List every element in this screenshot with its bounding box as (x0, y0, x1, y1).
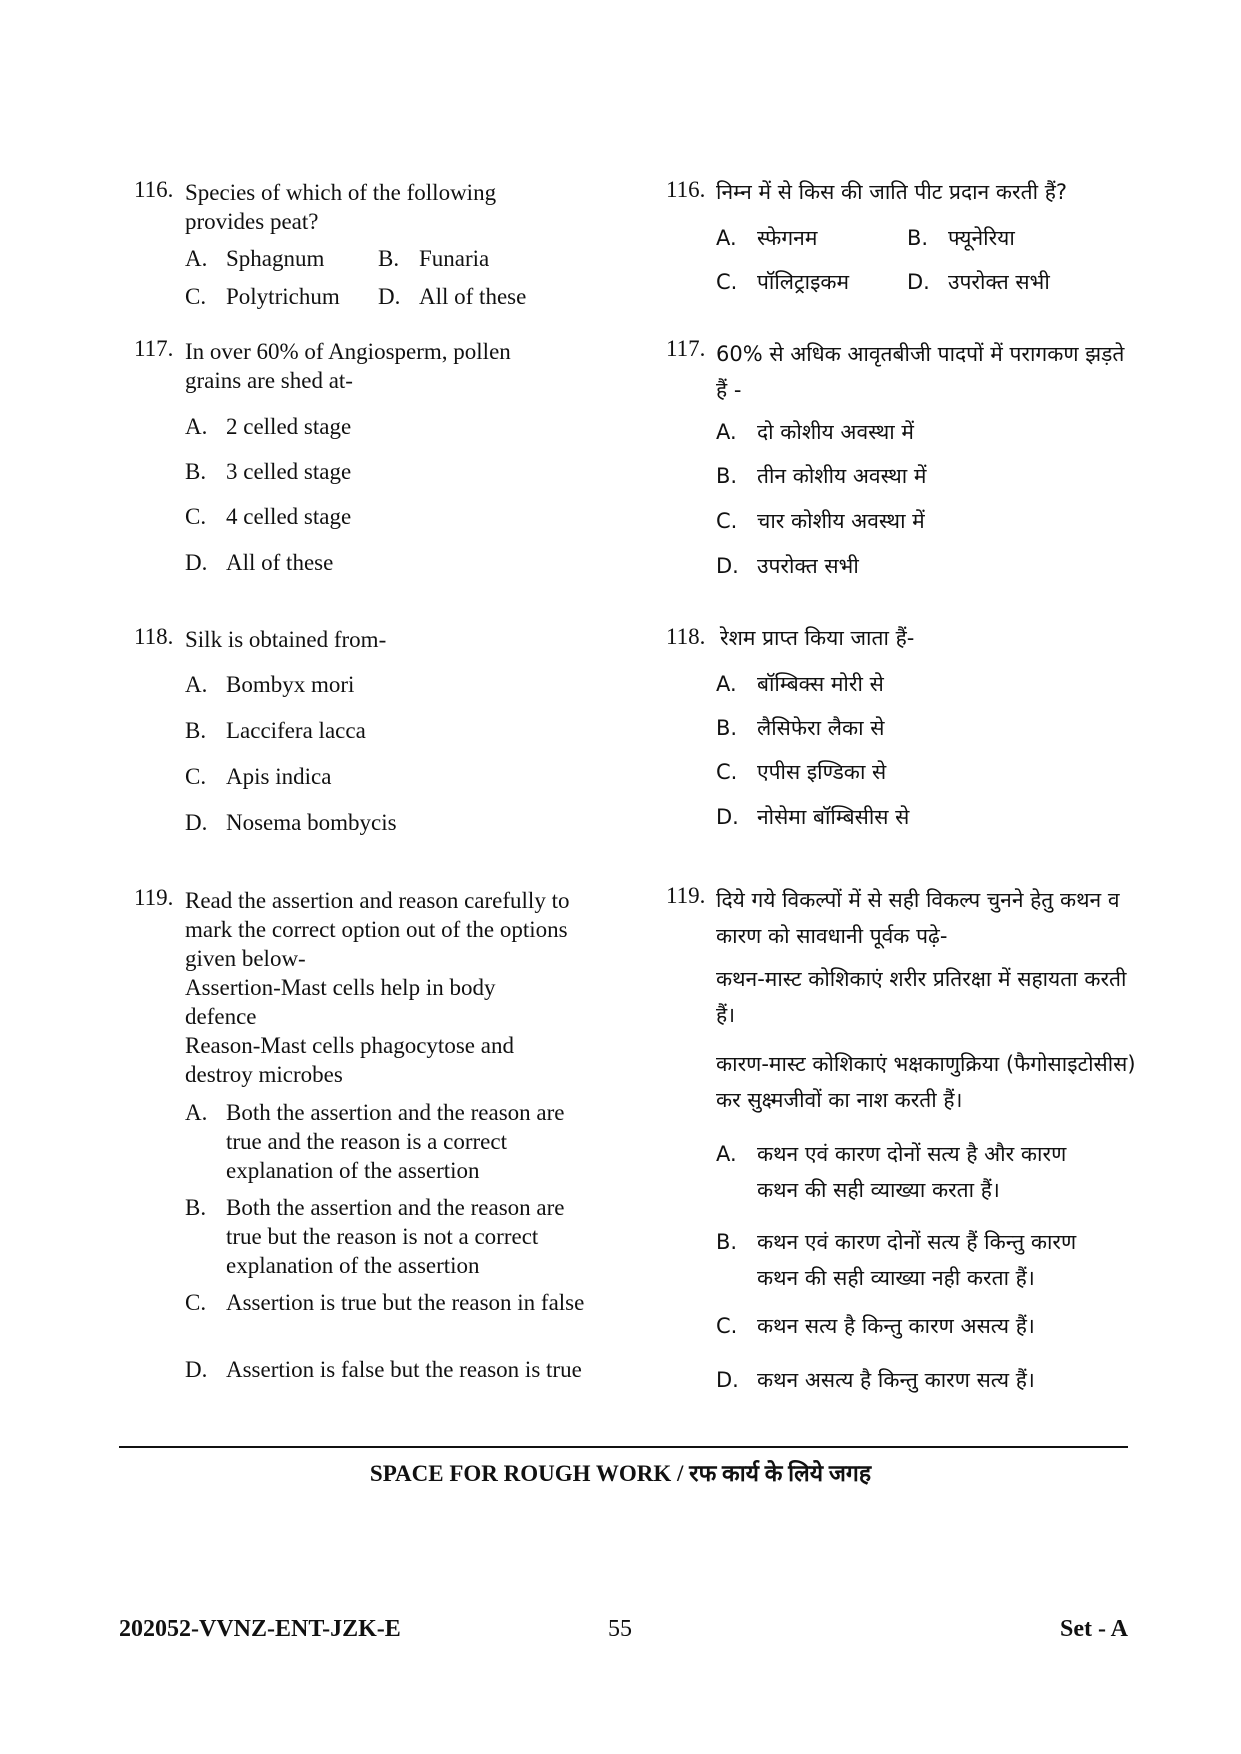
option-letter: C. (716, 509, 738, 533)
option-letter: A. (716, 672, 737, 696)
option-letter: C. (716, 760, 738, 784)
option-letter: B. (185, 718, 207, 743)
option-text: Sphagnum (226, 246, 325, 271)
question-number: 118. (666, 624, 706, 649)
option-text: उपरोक्त सभी (757, 554, 859, 578)
option-text: 4 celled stage (226, 504, 352, 529)
option-letter: D. (185, 810, 208, 835)
option-text: Apis indica (226, 764, 332, 789)
option-text: Both the assertion and the reason are true and the reason is a correct explanation of the assertion (226, 1100, 565, 1183)
option-letter: B. (907, 226, 929, 250)
question-text: Species of which of the following provides peat? (185, 180, 497, 234)
option-text: एपीस इण्डिका से (757, 760, 887, 784)
question-number: 119. (666, 883, 706, 908)
option-letter: C. (716, 1314, 738, 1338)
option-text: Funaria (419, 246, 490, 271)
option-text: 3 celled stage (226, 459, 352, 484)
option-letter: A. (185, 414, 208, 439)
option-text: उपरोक्त सभी (948, 270, 1050, 294)
option-letter: D. (716, 554, 739, 578)
option-text: Polytrichum (226, 284, 340, 309)
question-text: रेशम प्राप्त किया जाता हैं- (720, 626, 915, 650)
option-text: कथन सत्य है किन्तु कारण असत्य हैं। (757, 1314, 1035, 1338)
option-letter: A. (185, 246, 208, 271)
option-text: दो कोशीय अवस्था में (757, 420, 914, 444)
option-text: चार कोशीय अवस्था में (757, 509, 925, 533)
option-text: कथन असत्य है किन्तु कारण सत्य हैं। (757, 1368, 1035, 1392)
option-text: तीन कोशीय अवस्था में (757, 464, 927, 488)
option-letter: C. (185, 764, 207, 789)
question-number: 118. (134, 624, 174, 649)
option-letter: B. (378, 246, 400, 271)
option-letter: A. (716, 226, 737, 250)
option-text: 2 celled stage (226, 414, 352, 439)
question-number: 117. (666, 336, 706, 361)
question-text: 60% से अधिक आवृतबीजी पादपों में परागकण झड़ते हैं - (716, 342, 1125, 402)
option-text: Laccifera lacca (226, 718, 366, 743)
question-text: निम्न में से किस की जाति पीट प्रदान करती हैं? (716, 180, 1067, 204)
option-letter: B. (716, 464, 738, 488)
option-letter: B. (185, 459, 207, 484)
option-text: नोसेमा बॉम्बिसीस से (757, 805, 910, 829)
option-letter: D. (185, 1357, 208, 1382)
question-number: 116. (134, 177, 174, 202)
rough-work-heading: SPACE FOR ROUGH WORK / रफ कार्य के लिये जगह (369, 1461, 872, 1486)
option-letter: A. (716, 1142, 737, 1166)
option-text: स्फेगनम (757, 226, 818, 250)
option-text: Bombyx mori (226, 672, 355, 697)
paper-code: 202052-VVNZ-ENT-JZK-E (119, 1616, 401, 1642)
assertion-text: Assertion-Mast cells help in body defence (185, 975, 496, 1029)
assertion-text: कथन-मास्ट कोशिकाएं शरीर प्रतिरक्षा में सहायता करती हैं। (716, 967, 1127, 1027)
option-text: Assertion is true but the reason in false (226, 1290, 585, 1315)
option-letter: C. (716, 270, 738, 294)
page-number: 55 (608, 1616, 632, 1642)
option-letter: D. (378, 284, 401, 309)
option-text: बॉम्बिक्स मोरी से (757, 672, 884, 696)
question-text: दिये गये विकल्पों में से सही विकल्प चुनने हेतु कथन व कारण को सावधानी पूर्वक पढ़े- (716, 888, 1120, 948)
option-letter: D. (907, 270, 930, 294)
option-letter: D. (185, 550, 208, 575)
question-number: 116. (666, 177, 706, 202)
option-text: All of these (419, 284, 527, 309)
option-text: कथन एवं कारण दोनों सत्य है और कारण कथन की सही व्याख्या करता हैं। (757, 1142, 1067, 1202)
option-letter: C. (185, 284, 207, 309)
option-letter: A. (185, 672, 208, 697)
option-text: Assertion is false but the reason is true (226, 1357, 582, 1382)
option-letter: C. (185, 504, 207, 529)
reason-text: Reason-Mast cells phagocytose and destroy microbes (185, 1033, 514, 1087)
option-letter: B. (716, 1230, 738, 1254)
option-text: कथन एवं कारण दोनों सत्य हैं किन्तु कारण कथन की सही व्याख्या नही करता हैं। (757, 1230, 1077, 1290)
option-letter: B. (716, 716, 738, 740)
option-text: फ्यूनेरिया (948, 226, 1015, 250)
option-letter: A. (716, 420, 737, 444)
option-letter: B. (185, 1195, 207, 1220)
option-letter: A. (185, 1100, 208, 1125)
question-text: Silk is obtained from- (185, 627, 387, 652)
option-letter: D. (716, 1368, 739, 1392)
option-letter: C. (185, 1290, 207, 1315)
option-text: Both the assertion and the reason are true but the reason is not a correct explanation of the assertion (226, 1195, 565, 1278)
question-text: Read the assertion and reason carefully to mark the correct option out of the options given below- (185, 888, 570, 971)
option-text: All of these (226, 550, 334, 575)
option-letter: D. (716, 805, 739, 829)
question-text: In over 60% of Angiosperm, pollen grains are shed at- (185, 339, 511, 393)
question-number: 117. (134, 336, 174, 361)
option-text: लैसिफेरा लैका से (757, 716, 885, 740)
option-text: Nosema bombycis (226, 810, 397, 835)
horizontal-divider (119, 1446, 1128, 1448)
question-number: 119. (134, 885, 174, 910)
option-text: पॉलिट्राइकम (757, 270, 850, 294)
set-label: Set - A (1060, 1616, 1128, 1642)
reason-text: कारण-मास्ट कोशिकाएं भक्षकाणुक्रिया (फैगोसाइटोसीस) कर सुक्ष्मजीवों का नाश करती हैं। (716, 1052, 1136, 1112)
